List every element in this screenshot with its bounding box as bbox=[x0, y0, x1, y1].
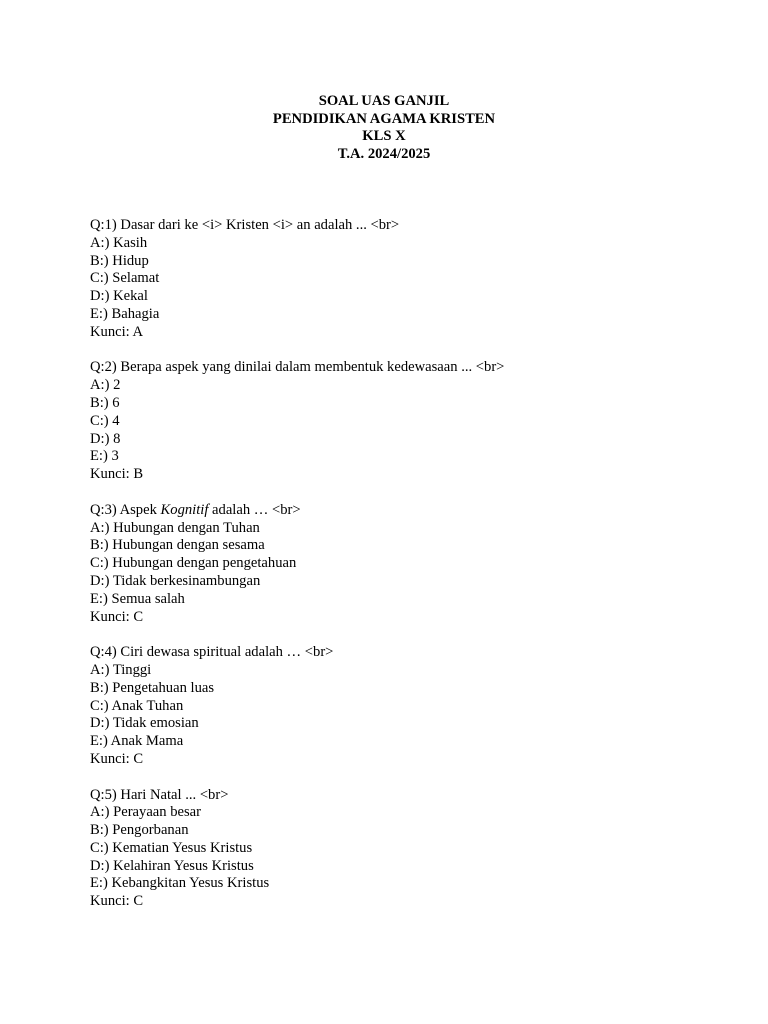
option-b: B:) 6 bbox=[90, 394, 120, 411]
option-c: C:) Hubungan dengan pengetahuan bbox=[90, 555, 297, 572]
question-4 bbox=[90, 644, 710, 769]
option-a: A:) Kasih bbox=[90, 234, 148, 251]
answer-key: Kunci: C bbox=[90, 750, 144, 767]
question-3 bbox=[90, 502, 710, 627]
answer-key: Kunci: A bbox=[90, 323, 144, 340]
question-5 bbox=[90, 787, 710, 912]
header-exam-title: SOAL UAS GANJIL bbox=[318, 93, 450, 109]
question-stem bbox=[90, 644, 710, 662]
option-e: E:) Anak Mama bbox=[90, 733, 184, 750]
option-a: A:) Tinggi bbox=[90, 661, 152, 678]
option-e: E:) 3 bbox=[90, 448, 119, 465]
option-d: D:) Tidak emosian bbox=[90, 715, 199, 732]
header-class: KLS X bbox=[362, 128, 406, 145]
option-c: C:) Selamat bbox=[90, 270, 160, 287]
option-a: A:) Perayaan besar bbox=[90, 804, 202, 821]
option-a: A:) Hubungan dengan Tuhan bbox=[90, 519, 260, 536]
question-stem-text-end: adalah … <br> bbox=[208, 501, 301, 518]
option-b: B:) Pengetahuan luas bbox=[90, 679, 215, 696]
option-d: D:) 8 bbox=[90, 430, 121, 447]
answer-key: Kunci: C bbox=[90, 608, 144, 625]
question-2 bbox=[90, 359, 710, 484]
document-header bbox=[0, 93, 768, 163]
option-c: C:) Anak Tuhan bbox=[90, 697, 184, 714]
question-stem-italic-term: Kognitif bbox=[160, 501, 209, 518]
option-d: D:) Kekal bbox=[90, 288, 148, 305]
option-b: B:) Pengorbanan bbox=[90, 822, 189, 839]
answer-key: Kunci: C bbox=[90, 893, 144, 910]
question-stem-text: Q:2) Berapa aspek yang dinilai dalam membentuk kedewasaan ... <br> bbox=[90, 359, 505, 376]
question-stem bbox=[90, 359, 710, 377]
header-subject: PENDIDIKAN AGAMA KRISTEN bbox=[272, 110, 496, 127]
question-stem bbox=[90, 502, 710, 520]
option-e: E:) Kebangkitan Yesus Kristus bbox=[90, 875, 270, 892]
question-stem-text: Q:4) Ciri dewasa spiritual adalah … <br> bbox=[90, 644, 334, 661]
question-list bbox=[90, 217, 710, 929]
option-c: C:) Kematian Yesus Kristus bbox=[90, 839, 253, 856]
answer-key: Kunci: B bbox=[90, 466, 144, 483]
question-stem-text: Q:3) Aspek bbox=[90, 501, 161, 518]
question-stem-text: Q:5) Hari Natal ... <br> bbox=[90, 786, 229, 803]
option-d: D:) Kelahiran Yesus Kristus bbox=[90, 857, 254, 874]
option-d: D:) Tidak berkesinambungan bbox=[90, 572, 261, 589]
option-e: E:) Semua salah bbox=[90, 590, 185, 607]
question-stem bbox=[90, 217, 710, 235]
option-b: B:) Hubungan dengan sesama bbox=[90, 537, 265, 554]
option-b: B:) Hidup bbox=[90, 252, 149, 269]
question-stem-text: Q:1) Dasar dari ke <i> Kristen <i> an adalah ... <br> bbox=[90, 217, 400, 233]
question-stem bbox=[90, 787, 710, 805]
option-e: E:) Bahagia bbox=[90, 305, 160, 322]
header-academic-year: T.A. 2024/2025 bbox=[337, 145, 431, 162]
question-1 bbox=[90, 217, 710, 342]
option-c: C:) 4 bbox=[90, 412, 120, 429]
option-a: A:) 2 bbox=[90, 377, 121, 394]
